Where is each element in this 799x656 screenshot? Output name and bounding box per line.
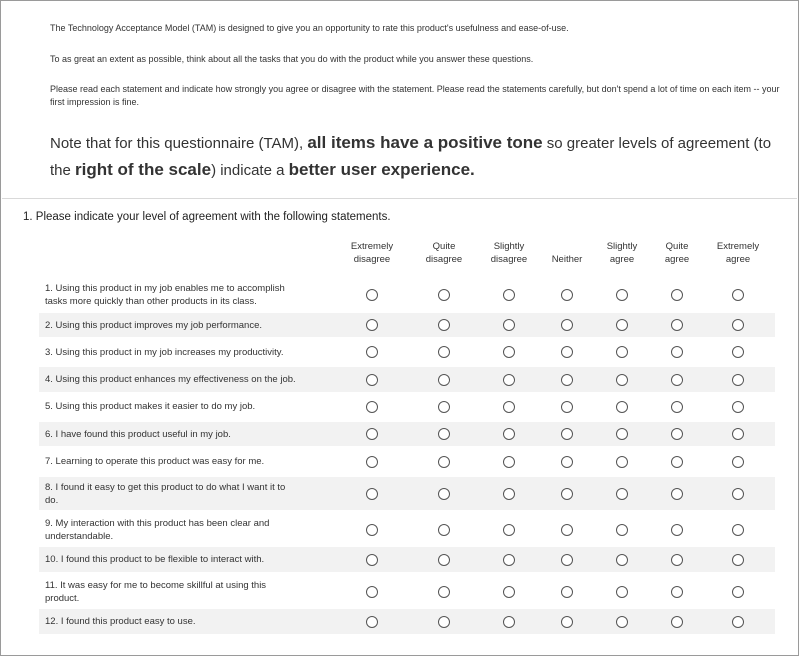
- statement-label: [45, 400, 335, 413]
- statement-label-line: 5. Using this product makes it easier to do my job.: [45, 401, 256, 412]
- radio-option-1[interactable]: [366, 616, 378, 628]
- statement-label-line: 1. Using this product in my job enables me to accomplish: [45, 282, 285, 294]
- radio-option-5[interactable]: [616, 374, 628, 386]
- statement-label-line: 3. Using this product in my job increases my productivity.: [45, 346, 284, 358]
- statement-row-1: [39, 278, 775, 311]
- statement-row-11: [39, 575, 775, 608]
- intro-paragraph-1: The Technology Acceptance Model (TAM) is designed to give you an opportunity to rate this product's usefulness and ease-of-use.: [50, 23, 569, 33]
- statement-row-8: [39, 477, 775, 510]
- statement-row-2: [39, 313, 775, 337]
- statement-label: [45, 428, 335, 441]
- radio-option-4[interactable]: [561, 586, 573, 598]
- statement-label: [45, 553, 335, 566]
- scale-header-line: agree: [664, 254, 690, 265]
- statement-row-6: [39, 422, 775, 446]
- statement-label: [45, 517, 335, 543]
- radio-option-7[interactable]: [732, 488, 744, 500]
- statement-label: [45, 319, 335, 332]
- radio-option-5[interactable]: [616, 524, 628, 536]
- radio-option-3[interactable]: [503, 488, 515, 500]
- radio-option-7[interactable]: [732, 319, 744, 331]
- statement-label: [45, 615, 335, 628]
- radio-option-1[interactable]: [366, 401, 378, 413]
- radio-option-6[interactable]: [671, 554, 683, 566]
- radio-option-1[interactable]: [366, 456, 378, 468]
- scale-header-2: [413, 240, 475, 266]
- radio-option-7[interactable]: [732, 428, 744, 440]
- radio-option-5[interactable]: [616, 456, 628, 468]
- scale-header-line: disagree: [425, 254, 463, 265]
- radio-option-6[interactable]: [671, 524, 683, 536]
- radio-option-4[interactable]: [561, 554, 573, 566]
- radio-option-7[interactable]: [732, 524, 744, 536]
- radio-option-5[interactable]: [616, 428, 628, 440]
- scale-header-line: Extremely: [716, 241, 760, 252]
- statement-row-7: [39, 449, 775, 474]
- radio-option-3[interactable]: [503, 289, 515, 301]
- intro-note: [50, 130, 790, 184]
- statement-label-line: 4. Using this product enhances my effectiveness on the job.: [45, 374, 296, 385]
- question-title: 1. Please indicate your level of agreement with the following statements.: [23, 211, 391, 223]
- radio-option-5[interactable]: [616, 289, 628, 301]
- scale-header-line: [536, 240, 598, 253]
- radio-option-5[interactable]: [616, 586, 628, 598]
- scale-header-line: Quite: [665, 241, 689, 252]
- scale-header-line: disagree: [353, 254, 391, 265]
- radio-option-1[interactable]: [366, 346, 378, 358]
- radio-option-3[interactable]: [503, 428, 515, 440]
- radio-option-6[interactable]: [671, 428, 683, 440]
- radio-option-1[interactable]: [366, 524, 378, 536]
- radio-option-2[interactable]: [438, 524, 450, 536]
- radio-option-5[interactable]: [616, 401, 628, 413]
- intro-paragraph-3: Please read each statement and indicate how strongly you agree or disagree with the statement. Please read the statements carefully, but don't spend a lot of time on each item -- your first impression is fine.: [50, 84, 780, 107]
- radio-option-3[interactable]: [503, 401, 515, 413]
- radio-option-4[interactable]: [561, 319, 573, 331]
- radio-option-3[interactable]: [503, 319, 515, 331]
- statement-label-line: 2. Using this product improves my job performance.: [45, 319, 263, 331]
- scale-header-line: Neither: [551, 254, 583, 265]
- scale-header-line: disagree: [490, 254, 528, 265]
- radio-option-6[interactable]: [671, 456, 683, 468]
- radio-option-7[interactable]: [732, 586, 744, 598]
- radio-option-4[interactable]: [561, 524, 573, 536]
- scale-header-6: [646, 240, 708, 266]
- statement-label-line: do.: [45, 494, 59, 506]
- radio-option-4[interactable]: [561, 616, 573, 628]
- statement-label: [45, 579, 335, 605]
- radio-option-3[interactable]: [503, 456, 515, 468]
- statement-row-3: [39, 340, 775, 364]
- radio-option-2[interactable]: [438, 456, 450, 468]
- scale-header-line: agree: [725, 254, 751, 265]
- radio-option-6[interactable]: [671, 374, 683, 386]
- radio-option-2[interactable]: [438, 554, 450, 566]
- statement-row-12: [39, 609, 775, 634]
- statement-label: [45, 373, 335, 386]
- radio-option-7[interactable]: [732, 346, 744, 358]
- statement-label: [45, 346, 335, 359]
- radio-option-5[interactable]: [616, 488, 628, 500]
- scale-header-line: Slightly: [493, 241, 525, 252]
- radio-option-1[interactable]: [366, 374, 378, 386]
- statement-label-line: 6. I have found this product useful in my job.: [45, 428, 231, 440]
- radio-option-4[interactable]: [561, 488, 573, 500]
- radio-option-2[interactable]: [438, 401, 450, 413]
- note-part-1: Note that for this questionnaire (TAM),: [50, 135, 308, 152]
- radio-option-2[interactable]: [438, 586, 450, 598]
- statement-label-line: 8. I found it easy to get this product to do what I want it to: [45, 481, 286, 493]
- statement-label-line: product.: [45, 592, 80, 604]
- scale-header-4: [536, 240, 598, 266]
- statement-label-line: 11. It was easy for me to become skillful at using this: [45, 579, 267, 591]
- radio-option-4[interactable]: [561, 456, 573, 468]
- radio-option-7[interactable]: [732, 456, 744, 468]
- radio-option-6[interactable]: [671, 319, 683, 331]
- radio-option-2[interactable]: [438, 488, 450, 500]
- note-part-3: so greater levels of agreement (to the: [50, 135, 772, 179]
- radio-option-3[interactable]: [503, 586, 515, 598]
- radio-option-1[interactable]: [366, 488, 378, 500]
- statement-label-line: 7. Learning to operate this product was easy for me.: [45, 456, 265, 467]
- scale-header-1: [341, 240, 403, 266]
- statement-row-4: [39, 367, 775, 392]
- radio-option-1[interactable]: [366, 319, 378, 331]
- statement-label: [45, 455, 335, 468]
- statement-label-line: tasks more quickly than other products in its class.: [45, 295, 257, 307]
- radio-option-3[interactable]: [503, 374, 515, 386]
- statement-label: [45, 481, 335, 507]
- radio-option-4[interactable]: [561, 401, 573, 413]
- statement-label-line: 9. My interaction with this product has been clear and: [45, 517, 270, 529]
- radio-option-4[interactable]: [561, 346, 573, 358]
- radio-option-3[interactable]: [503, 554, 515, 566]
- scale-header-line: Slightly: [606, 241, 638, 252]
- statement-label-line: 12. I found this product easy to use.: [45, 616, 196, 627]
- scale-header-line: Extremely: [350, 241, 394, 252]
- intro-section: [2, 2, 797, 199]
- note-emphasis-2: right of the scale: [75, 160, 212, 179]
- radio-option-5[interactable]: [616, 616, 628, 628]
- radio-option-4[interactable]: [561, 374, 573, 386]
- radio-option-4[interactable]: [561, 289, 573, 301]
- radio-option-2[interactable]: [438, 346, 450, 358]
- radio-option-5[interactable]: [616, 346, 628, 358]
- scale-header-3: [478, 240, 540, 266]
- note-emphasis-3: better user experience.: [288, 160, 475, 179]
- radio-option-7[interactable]: [732, 616, 744, 628]
- scale-header-line: Quite: [432, 241, 456, 252]
- radio-option-3[interactable]: [503, 346, 515, 358]
- radio-option-5[interactable]: [616, 319, 628, 331]
- radio-option-6[interactable]: [671, 289, 683, 301]
- radio-option-7[interactable]: [732, 401, 744, 413]
- radio-option-1[interactable]: [366, 289, 378, 301]
- radio-option-6[interactable]: [671, 616, 683, 628]
- scale-header-line: agree: [609, 254, 635, 265]
- radio-option-2[interactable]: [438, 616, 450, 628]
- radio-option-2[interactable]: [438, 319, 450, 331]
- radio-option-2[interactable]: [438, 374, 450, 386]
- scale-header-5: [591, 240, 653, 266]
- radio-option-1[interactable]: [366, 586, 378, 598]
- radio-option-7[interactable]: [732, 289, 744, 301]
- note-part-5: ) indicate a: [211, 162, 289, 179]
- radio-option-6[interactable]: [671, 586, 683, 598]
- scale-header-7: [707, 240, 769, 266]
- radio-option-5[interactable]: [616, 554, 628, 566]
- note-emphasis-1: all items have a positive tone: [307, 133, 543, 152]
- radio-option-7[interactable]: [732, 554, 744, 566]
- statement-label: [45, 282, 335, 308]
- intro-paragraph-2: To as great an extent as possible, think about all the tasks that you do with the product while you answer these questions.: [50, 54, 534, 64]
- radio-option-2[interactable]: [438, 289, 450, 301]
- radio-option-3[interactable]: [503, 524, 515, 536]
- radio-option-1[interactable]: [366, 554, 378, 566]
- radio-option-3[interactable]: [503, 616, 515, 628]
- radio-option-2[interactable]: [438, 428, 450, 440]
- statement-row-9: [39, 513, 775, 546]
- statement-label-line: understandable.: [45, 530, 114, 542]
- radio-option-6[interactable]: [671, 401, 683, 413]
- radio-option-6[interactable]: [671, 346, 683, 358]
- radio-option-6[interactable]: [671, 488, 683, 500]
- statement-row-5: [39, 394, 775, 419]
- statement-label-line: 10. I found this product to be flexible to interact with.: [45, 554, 265, 565]
- statement-row-10: [39, 547, 775, 572]
- radio-option-4[interactable]: [561, 428, 573, 440]
- radio-option-1[interactable]: [366, 428, 378, 440]
- radio-option-7[interactable]: [732, 374, 744, 386]
